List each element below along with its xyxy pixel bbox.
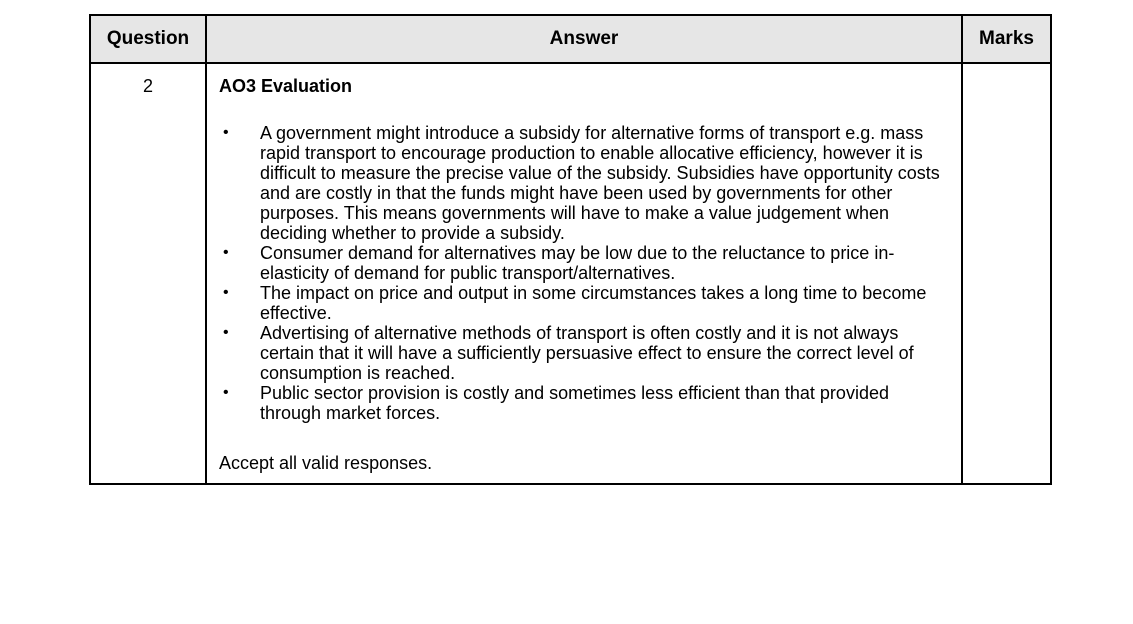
bullet-icon: • [223,284,229,301]
bullet-icon: • [223,244,229,261]
mark-scheme-table [89,14,1052,485]
header-row [90,15,1051,63]
list-item [219,243,953,283]
answer-cell [206,63,962,484]
list-item [219,323,953,383]
bullet-icon: • [223,124,229,141]
list-item-text: Public sector provision is costly and sometimes less efficient than that provided through market forces. [260,383,889,423]
question-number-cell: 2 [90,63,206,484]
table-row [90,63,1051,484]
answer-column-header: Answer [206,15,962,63]
marks-cell [962,63,1051,484]
bullet-icon: • [223,384,229,401]
list-item-text: Advertising of alternative methods of transport is often costly and it is not always certain that it will have a sufficiently persuasive effect to ensure the correct level of consumption is reached. [260,323,914,383]
list-item-text: A government might introduce a subsidy for alternative forms of transport e.g. mass rapid transport to encourage production to enable allocative efficiency, however it is difficult to measure the precise value of the subsidy. Subsidies have opportunity costs and are costly in that the funds might have been used by governments for other purposes. This means governments will have to make a value judgement when deciding whether to provide a subsidy. [260,123,940,243]
answer-heading: AO3 Evaluation [219,76,353,96]
list-item-text: The impact on price and output in some circumstances takes a long time to become effective. [260,283,927,323]
evaluation-point-list [219,123,953,423]
accept-responses-note: Accept all valid responses. [219,453,433,473]
marks-column-header: Marks [962,15,1051,63]
list-item [219,123,953,243]
question-column-header: Question [90,15,206,63]
list-item [219,383,953,423]
list-item-text: Consumer demand for alternatives may be low due to the reluctance to price in-elasticity of demand for public transport/alternatives. [260,243,895,283]
list-item [219,283,953,323]
bullet-icon: • [223,324,229,341]
